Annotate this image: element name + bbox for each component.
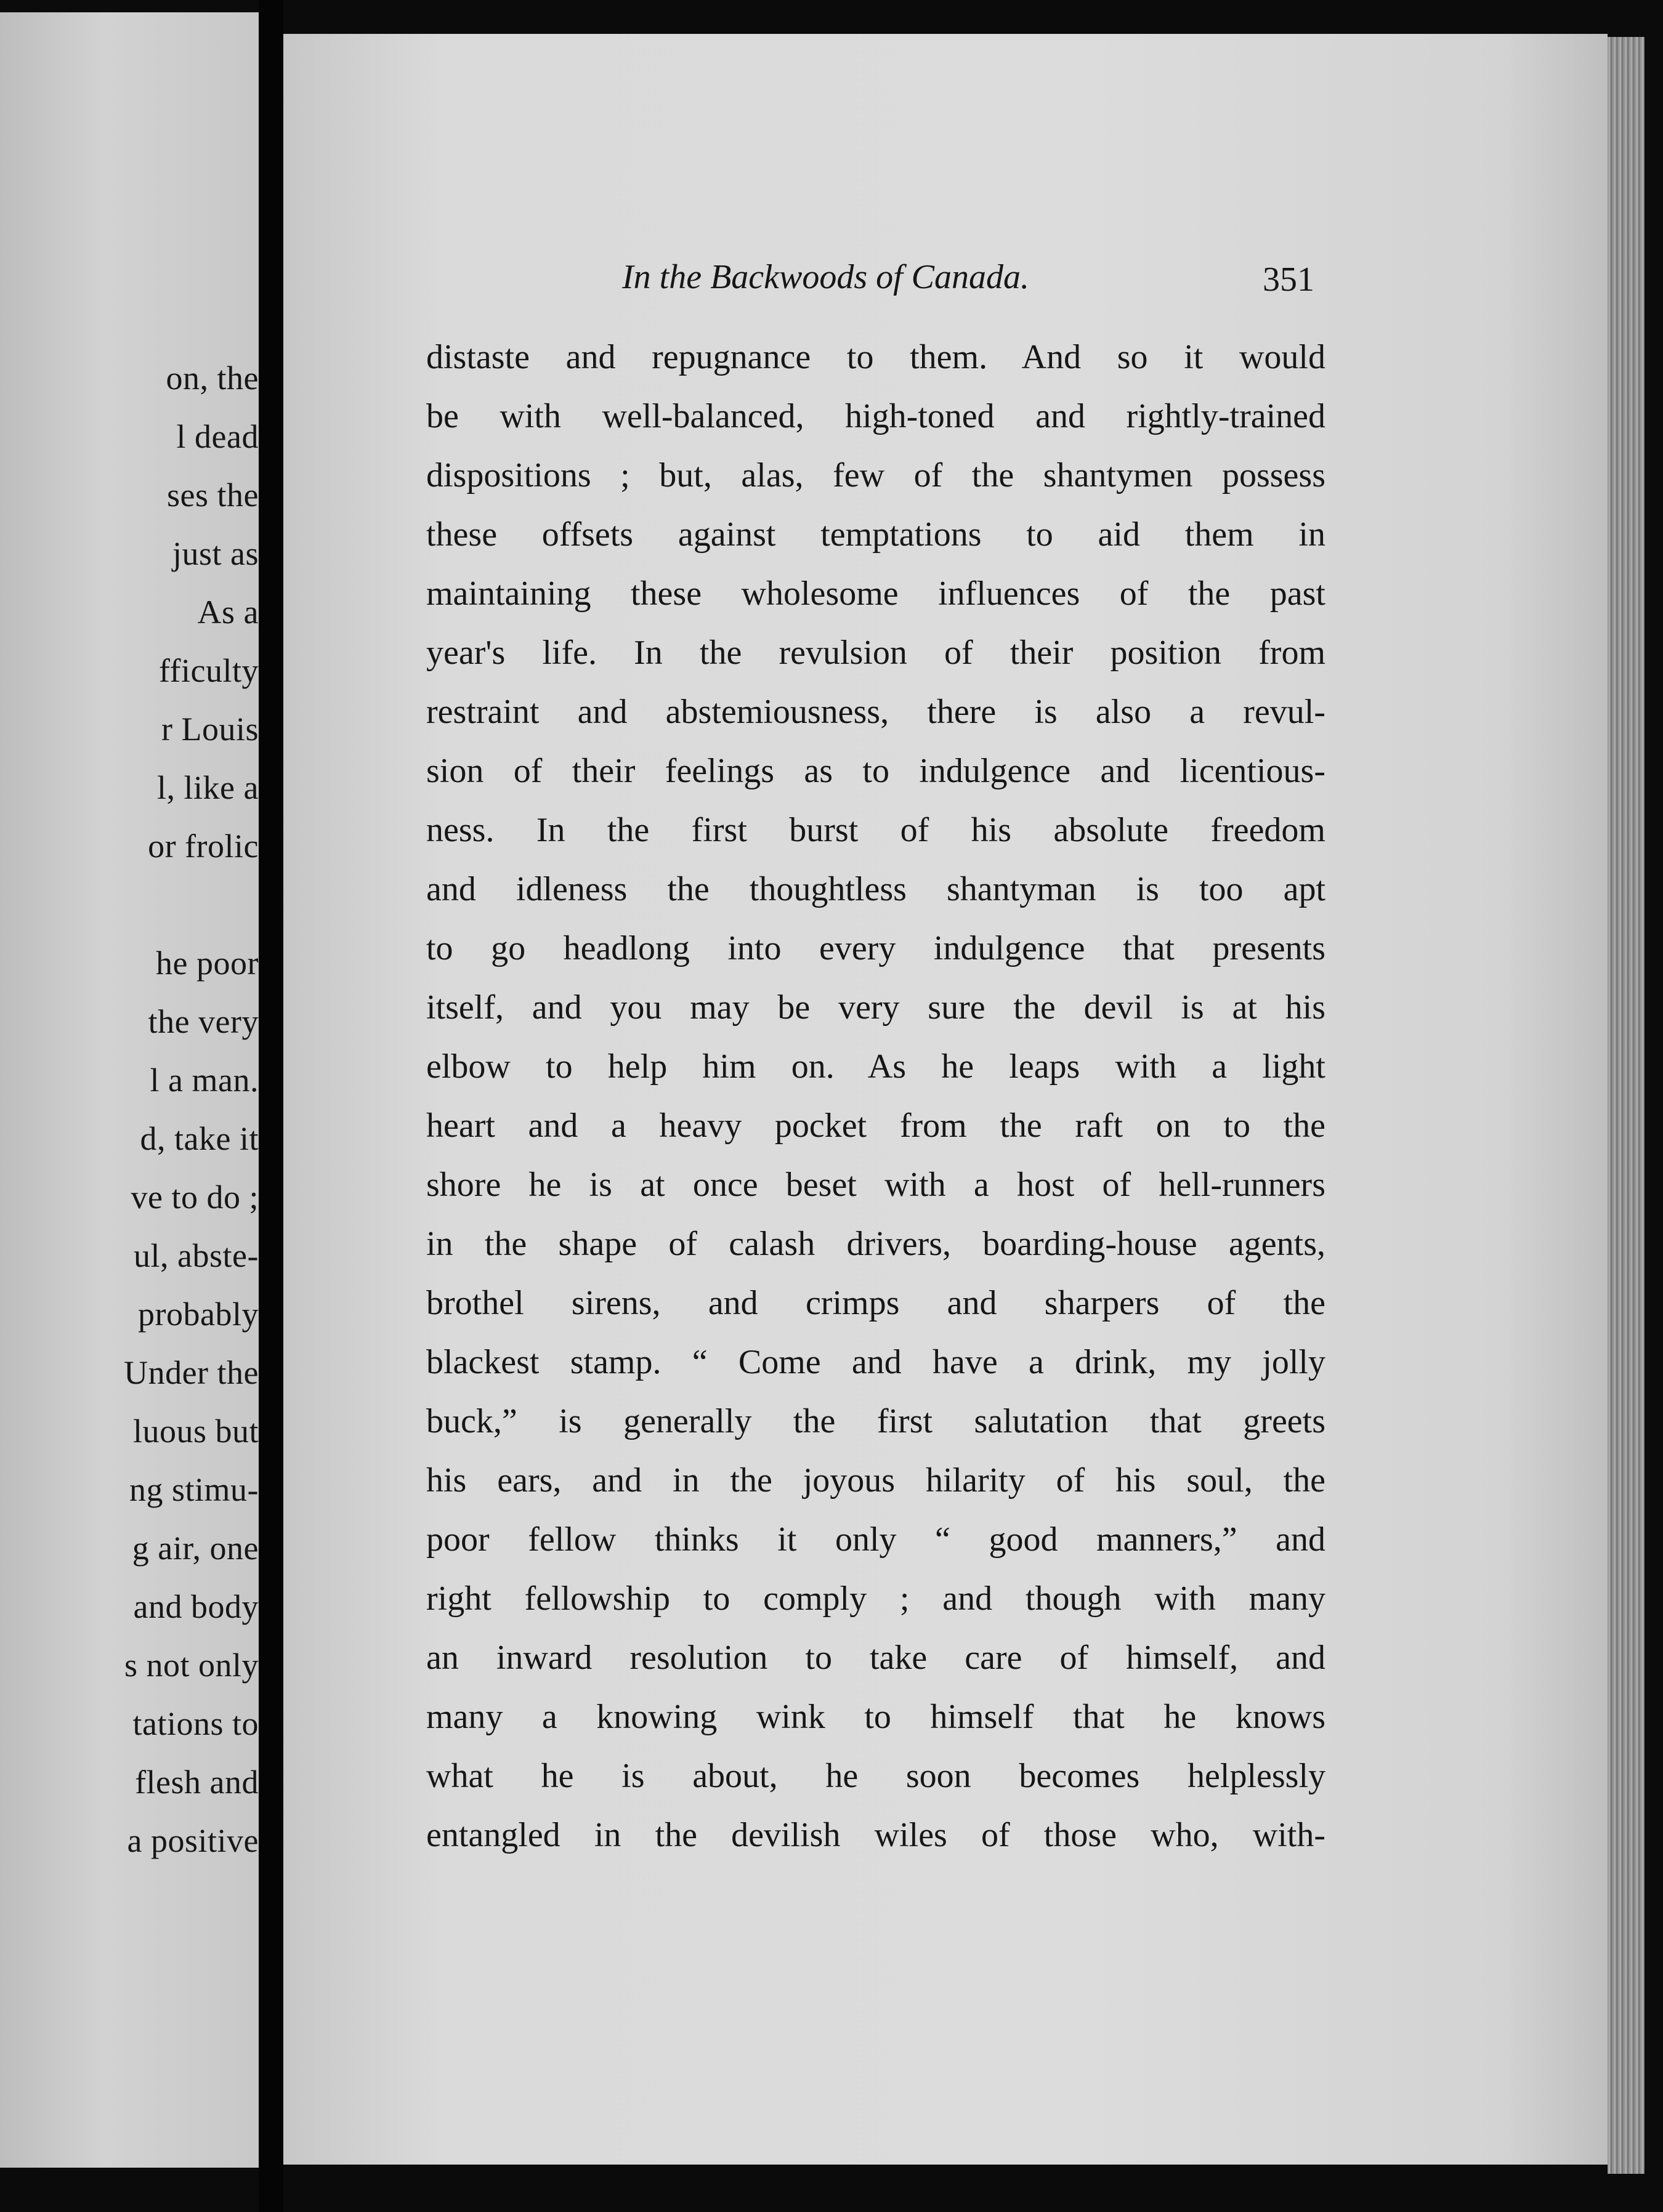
page-number: 351 bbox=[1263, 260, 1314, 299]
body-text-line: many a knowing wink to himself that he knows bbox=[426, 1698, 1325, 1736]
left-page-line: a positive bbox=[127, 1822, 259, 1859]
body-text-line: shore he is at once beset with a host of hell-runners bbox=[426, 1166, 1325, 1204]
left-page-line: the very bbox=[148, 1003, 259, 1040]
left-page-line: just as bbox=[172, 535, 259, 572]
body-text-line: distaste and repugnance to them. And so it would bbox=[426, 338, 1325, 376]
body-text-line: right fellowship to comply ; and though with many bbox=[426, 1580, 1325, 1618]
body-text-line: itself, and you may be very sure the devil is at his bbox=[426, 988, 1325, 1027]
left-page-line: he poor bbox=[156, 945, 259, 982]
left-page-line: luous but bbox=[132, 1413, 259, 1450]
body-text-line: sion of their feelings as to indulgence and licentious- bbox=[426, 752, 1325, 790]
body-text-line: in the shape of calash drivers, boarding-house agents, bbox=[426, 1225, 1325, 1263]
body-text-line: maintaining these wholesome influences of the past bbox=[426, 575, 1325, 613]
body-text-line: elbow to help him on. As he leaps with a light bbox=[426, 1047, 1325, 1086]
body-text-line: his ears, and in the joyous hilarity of his soul, the bbox=[426, 1461, 1325, 1500]
body-text-line: restraint and abstemiousness, there is also a revul- bbox=[426, 693, 1325, 731]
body-text-line: brothel sirens, and crimps and sharpers of the bbox=[426, 1284, 1325, 1322]
running-head: In the Backwoods of Canada. bbox=[622, 258, 1030, 296]
body-text-line: ness. In the first burst of his absolute freedom bbox=[426, 811, 1325, 849]
body-text-line: blackest stamp. “ Come and have a drink, my jolly bbox=[426, 1343, 1325, 1381]
body-text-line: be with well-balanced, high-toned and rightly-trained bbox=[426, 397, 1325, 435]
body-text-line: heart and a heavy pocket from the raft on to the bbox=[426, 1107, 1325, 1145]
left-page-line: or frolic bbox=[148, 828, 259, 865]
body-text-line: poor fellow thinks it only “ good manners,” and bbox=[426, 1520, 1325, 1559]
left-page-line: tations to bbox=[132, 1705, 259, 1742]
left-page-line: r Louis bbox=[161, 711, 259, 748]
body-text-line: buck,” is generally the first salutation that greets bbox=[426, 1402, 1325, 1440]
left-page-line: fficulty bbox=[159, 652, 259, 689]
left-page-line: flesh and bbox=[135, 1764, 259, 1801]
left-page-line: on, the bbox=[166, 360, 259, 397]
left-page-line: ng stimu- bbox=[129, 1471, 259, 1508]
body-text-line: and idleness the thoughtless shantyman is too apt bbox=[426, 870, 1325, 908]
left-page-line: l dead bbox=[176, 418, 259, 455]
body-text-line: dispositions ; but, alas, few of the shantymen possess bbox=[426, 456, 1325, 494]
page-edge bbox=[1608, 37, 1645, 2174]
left-page-line: ses the bbox=[167, 477, 259, 514]
left-facing-page bbox=[0, 12, 259, 2168]
left-page-line: probably bbox=[138, 1296, 259, 1333]
left-page-line: Under the bbox=[124, 1354, 259, 1391]
left-page-line: d, take it bbox=[140, 1120, 259, 1157]
left-page-line: ve to do ; bbox=[131, 1179, 259, 1216]
body-text-line: entangled in the devilish wiles of those who, with- bbox=[426, 1816, 1325, 1854]
body-text-line: an inward resolution to take care of himself, and bbox=[426, 1639, 1325, 1677]
left-page-line: g air, one bbox=[132, 1530, 259, 1567]
left-page-line: As a bbox=[197, 594, 259, 631]
book-gutter bbox=[259, 0, 283, 2212]
body-text-line: what he is about, he soon becomes helplessly bbox=[426, 1757, 1325, 1795]
left-page-line: l a man. bbox=[150, 1062, 259, 1099]
left-page-line: and body bbox=[133, 1588, 259, 1625]
body-text-line: year's life. In the revulsion of their position from bbox=[426, 634, 1325, 672]
left-page-line: s not only bbox=[124, 1647, 259, 1684]
left-page-line: l, like a bbox=[157, 769, 259, 806]
body-text-line: these offsets against temptations to aid them in bbox=[426, 515, 1325, 554]
left-page-line: ul, abste- bbox=[134, 1237, 259, 1274]
body-text-line: to go headlong into every indulgence that presents bbox=[426, 929, 1325, 967]
